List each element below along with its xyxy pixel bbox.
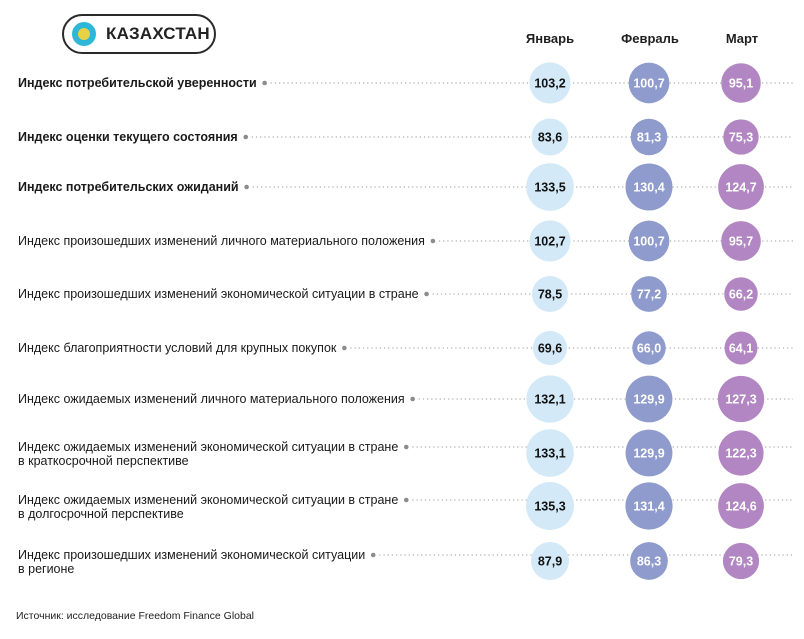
- value-label-february: 131,4: [633, 499, 665, 514]
- row-label-line: в краткосрочной перспективе: [18, 454, 189, 468]
- value-label-february: 129,9: [633, 392, 665, 407]
- row-label-line: Индекс потребительской уверенности: [18, 76, 257, 90]
- value-label-january: 132,1: [534, 392, 566, 407]
- row-label: [18, 493, 398, 521]
- leader-dot-start: [424, 292, 429, 297]
- value-label-january: 103,2: [534, 76, 566, 91]
- value-label-march: 66,2: [728, 287, 754, 302]
- row-label-line: Индекс произошедших изменений экономической ситуации в стране: [18, 287, 419, 301]
- value-label-january: 133,5: [534, 180, 566, 195]
- leader-dot-start: [410, 397, 415, 402]
- value-label-march: 122,3: [725, 446, 757, 461]
- index-row: [18, 542, 793, 580]
- row-label-line: в регионе: [18, 562, 75, 576]
- value-label-march: 75,3: [728, 130, 754, 145]
- row-label-line: Индекс произошедших изменений личного материального положения: [18, 234, 425, 248]
- value-label-february: 100,7: [633, 234, 665, 249]
- value-label-january: 87,9: [537, 554, 563, 569]
- leader-dot-start: [244, 185, 249, 190]
- value-label-february: 100,7: [633, 76, 665, 91]
- row-label: [18, 180, 239, 194]
- index-row: [18, 429, 793, 477]
- value-label-february: 129,9: [633, 446, 665, 461]
- row-label: [18, 130, 238, 144]
- row-label: [18, 440, 398, 468]
- value-label-january: 83,6: [537, 130, 563, 145]
- value-label-march: 127,3: [725, 392, 757, 407]
- index-row: [18, 62, 793, 103]
- value-label-february: 81,3: [636, 130, 662, 145]
- row-label-line: Индекс ожидаемых изменений экономической ситуации в стране: [18, 440, 399, 454]
- leader-dot-start: [243, 135, 248, 140]
- value-label-march: 124,6: [725, 499, 757, 514]
- leader-dot-start: [404, 498, 409, 503]
- value-label-march: 64,1: [728, 341, 754, 356]
- column-header-february: Февраль: [621, 31, 679, 46]
- value-label-february: 77,2: [636, 287, 662, 302]
- leader-dot-start: [262, 81, 267, 86]
- index-row: [18, 482, 793, 530]
- index-row: [18, 331, 793, 365]
- source-note: Источник: исследование Freedom Finance Global: [16, 610, 255, 622]
- value-label-february: 86,3: [636, 554, 662, 569]
- value-label-march: 124,7: [725, 180, 757, 195]
- index-row: [18, 276, 793, 312]
- row-label: [18, 548, 365, 576]
- column-header-march: Март: [725, 31, 759, 46]
- row-label-line: Индекс потребительских ожиданий: [18, 180, 239, 194]
- value-label-march: 79,3: [728, 554, 754, 569]
- index-row: [18, 163, 793, 211]
- value-label-march: 95,7: [728, 234, 754, 249]
- row-label: [18, 392, 405, 406]
- leader-dot-start: [342, 346, 347, 351]
- row-label: [18, 287, 419, 301]
- leader-dot-start: [371, 553, 376, 558]
- value-label-january: 133,1: [534, 446, 566, 461]
- row-label-line: Индекс ожидаемых изменений экономической ситуации в стране: [18, 493, 399, 507]
- row-label: [18, 234, 425, 248]
- row-label-line: Индекс благоприятности условий для крупных покупок: [18, 341, 337, 355]
- index-row: [18, 220, 793, 261]
- row-label: [18, 341, 337, 355]
- leader-dot-start: [431, 239, 436, 244]
- row-label-line: Индекс оценки текущего состояния: [18, 130, 238, 144]
- value-label-february: 66,0: [636, 341, 662, 356]
- row-label-line: Индекс ожидаемых изменений личного материального положения: [18, 392, 405, 406]
- value-label-january: 102,7: [534, 234, 566, 249]
- leader-dot-start: [404, 445, 409, 450]
- row-label: [18, 76, 257, 90]
- value-label-march: 95,1: [728, 76, 754, 91]
- index-row: [18, 375, 793, 422]
- value-label-january: 78,5: [537, 287, 563, 302]
- country-title: КАЗАХСТАН: [106, 24, 210, 43]
- column-header-january: Январь: [525, 31, 575, 46]
- value-label-january: 69,6: [537, 341, 563, 356]
- value-label-february: 130,4: [633, 180, 665, 195]
- row-label-line: Индекс произошедших изменений экономической ситуации: [18, 548, 366, 562]
- value-label-january: 135,3: [534, 499, 566, 514]
- row-label-line: в долгосрочной перспективе: [18, 507, 184, 521]
- index-row: [18, 118, 793, 155]
